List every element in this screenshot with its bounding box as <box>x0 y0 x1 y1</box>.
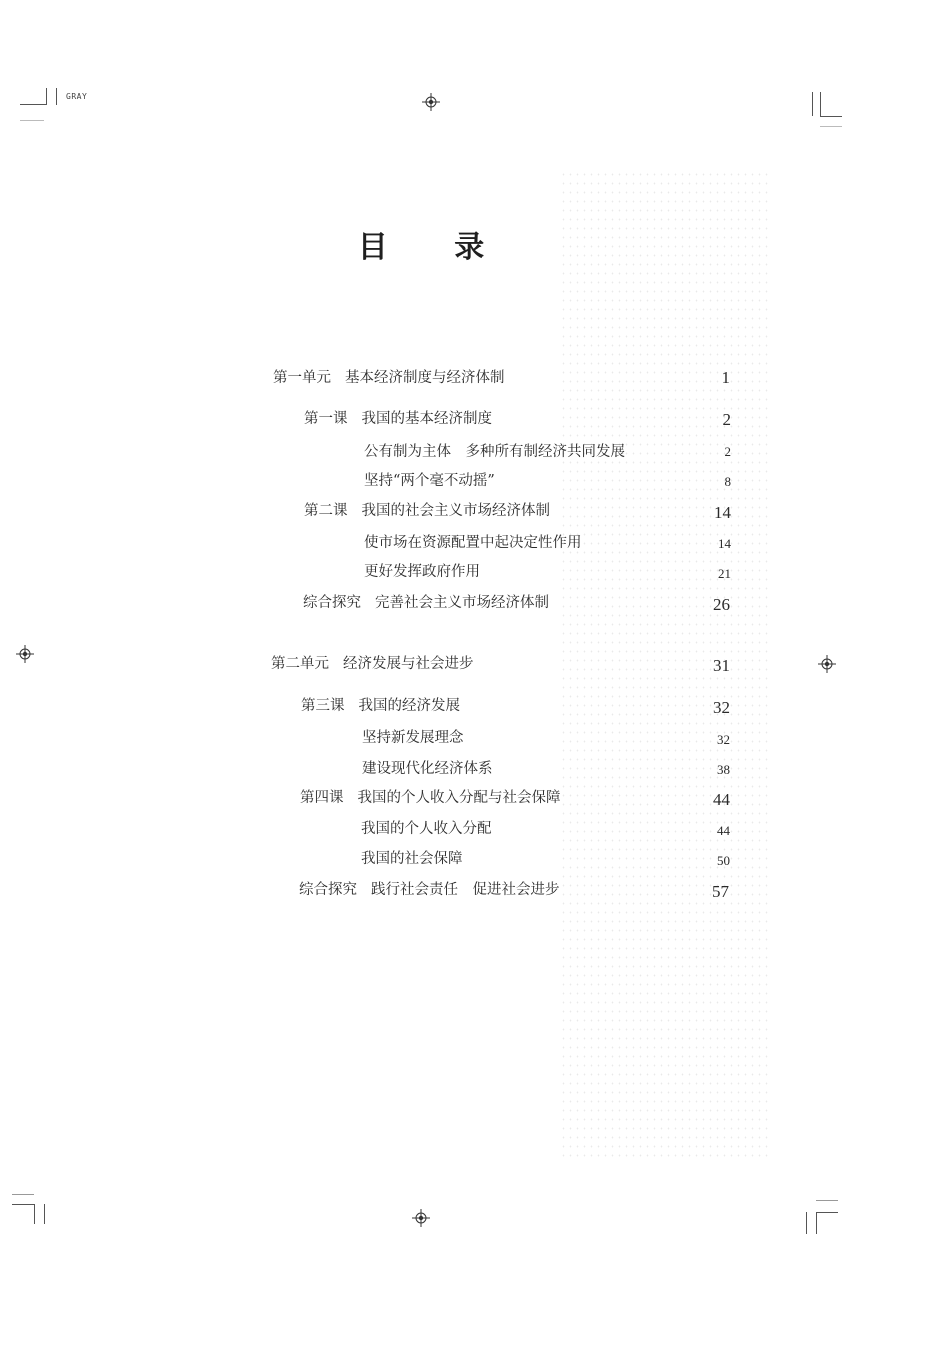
toc-section-3-1: 坚持新发展理念 <box>362 730 464 746</box>
crop-mark-bottom-left-h <box>12 1204 34 1205</box>
toc-unit-1 <box>273 366 505 387</box>
lesson-title: 我国的经济发展 <box>358 698 460 714</box>
inquiry-title: 完善社会主义市场经济体制 <box>375 595 549 611</box>
crop-mark-top-left-v2 <box>56 88 57 105</box>
toc-section-2-1-page: 14 <box>718 536 731 551</box>
toc-section-2-2-page: 21 <box>718 566 731 581</box>
crop-mark-bottom-right-v2 <box>806 1212 807 1234</box>
toc-inquiry-2 <box>299 878 560 899</box>
registration-mark-left-icon <box>16 645 34 663</box>
toc-inquiry-1-page: 26 <box>713 595 730 614</box>
lesson-label: 第二课 <box>304 503 348 519</box>
registration-mark-top-icon <box>422 93 440 111</box>
crop-mark-top-left-v1 <box>46 88 47 105</box>
inquiry-label: 综合探究 <box>303 595 361 611</box>
toc-lesson-1-page: 2 <box>722 410 731 429</box>
crop-mark-top-right-v2 <box>820 92 821 116</box>
toc-section-3-2-page: 38 <box>717 762 730 777</box>
toc-lesson-1 <box>304 407 492 428</box>
toc-section-4-1: 我国的个人收入分配 <box>361 821 492 837</box>
page-title: 目 录 <box>357 230 513 265</box>
toc-lesson-3-page: 32 <box>713 698 730 717</box>
toc-section-2-1: 使市场在资源配置中起决定性作用 <box>364 535 582 551</box>
crop-mark-top-right-guide <box>820 126 842 127</box>
lesson-title: 我国的社会主义市场经济体制 <box>361 503 550 519</box>
toc-unit-2-page: 31 <box>713 656 730 675</box>
unit-label: 第二单元 <box>271 656 329 672</box>
unit-label: 第一单元 <box>273 370 331 386</box>
toc-section-1-1-page: 2 <box>724 444 731 459</box>
crop-mark-top-left-guide <box>20 120 44 121</box>
toc-unit-1-page: 1 <box>721 368 730 387</box>
inquiry-label: 综合探究 <box>299 882 357 898</box>
toc-section-1-1: 公有制为主体 多种所有制经济共同发展 <box>364 444 625 460</box>
crop-mark-bottom-right-v1 <box>816 1212 817 1234</box>
toc-unit-2 <box>271 652 474 673</box>
crop-mark-bottom-right-guide <box>816 1200 838 1201</box>
toc-section-2-2: 更好发挥政府作用 <box>364 564 480 580</box>
inquiry-title: 践行社会责任 促进社会进步 <box>371 882 560 898</box>
toc-section-1-2: 坚持“两个毫不动摇” <box>364 473 495 489</box>
toc-lesson-2 <box>304 499 550 520</box>
toc-section-4-2-page: 50 <box>717 853 730 868</box>
toc-section-1-2-page: 8 <box>724 474 731 489</box>
toc-lesson-4-page: 44 <box>713 790 730 809</box>
toc-lesson-3 <box>301 694 460 715</box>
crop-mark-bottom-left-guide <box>12 1194 34 1195</box>
lesson-label: 第四课 <box>300 790 344 806</box>
toc-lesson-4 <box>300 786 561 807</box>
lesson-label: 第三课 <box>301 698 345 714</box>
toc-inquiry-1 <box>303 591 549 612</box>
lesson-title: 我国的基本经济制度 <box>361 411 492 427</box>
crop-mark-bottom-left-v2 <box>44 1204 45 1224</box>
toc-inquiry-2-page: 57 <box>712 882 729 901</box>
lesson-label: 第一课 <box>304 411 348 427</box>
toc-section-3-1-page: 32 <box>717 732 730 747</box>
unit-title: 经济发展与社会进步 <box>343 656 474 672</box>
registration-mark-right-icon <box>818 655 836 673</box>
lesson-title: 我国的个人收入分配与社会保障 <box>357 790 561 806</box>
crop-mark-top-left-h <box>20 104 46 105</box>
gray-label: GRAY <box>66 92 88 101</box>
unit-title: 基本经济制度与经济体制 <box>345 370 505 386</box>
crop-mark-top-right-v1 <box>812 92 813 116</box>
crop-mark-bottom-right-h <box>816 1212 838 1213</box>
toc-section-3-2: 建设现代化经济体系 <box>362 761 493 777</box>
crop-mark-top-right-h <box>820 116 842 117</box>
toc-section-4-1-page: 44 <box>717 823 730 838</box>
toc-lesson-2-page: 14 <box>714 503 731 522</box>
print-speckle-texture <box>560 170 770 1160</box>
crop-mark-bottom-left-v1 <box>34 1204 35 1224</box>
toc-section-4-2: 我国的社会保障 <box>361 851 463 867</box>
registration-mark-bottom-icon <box>412 1209 430 1227</box>
